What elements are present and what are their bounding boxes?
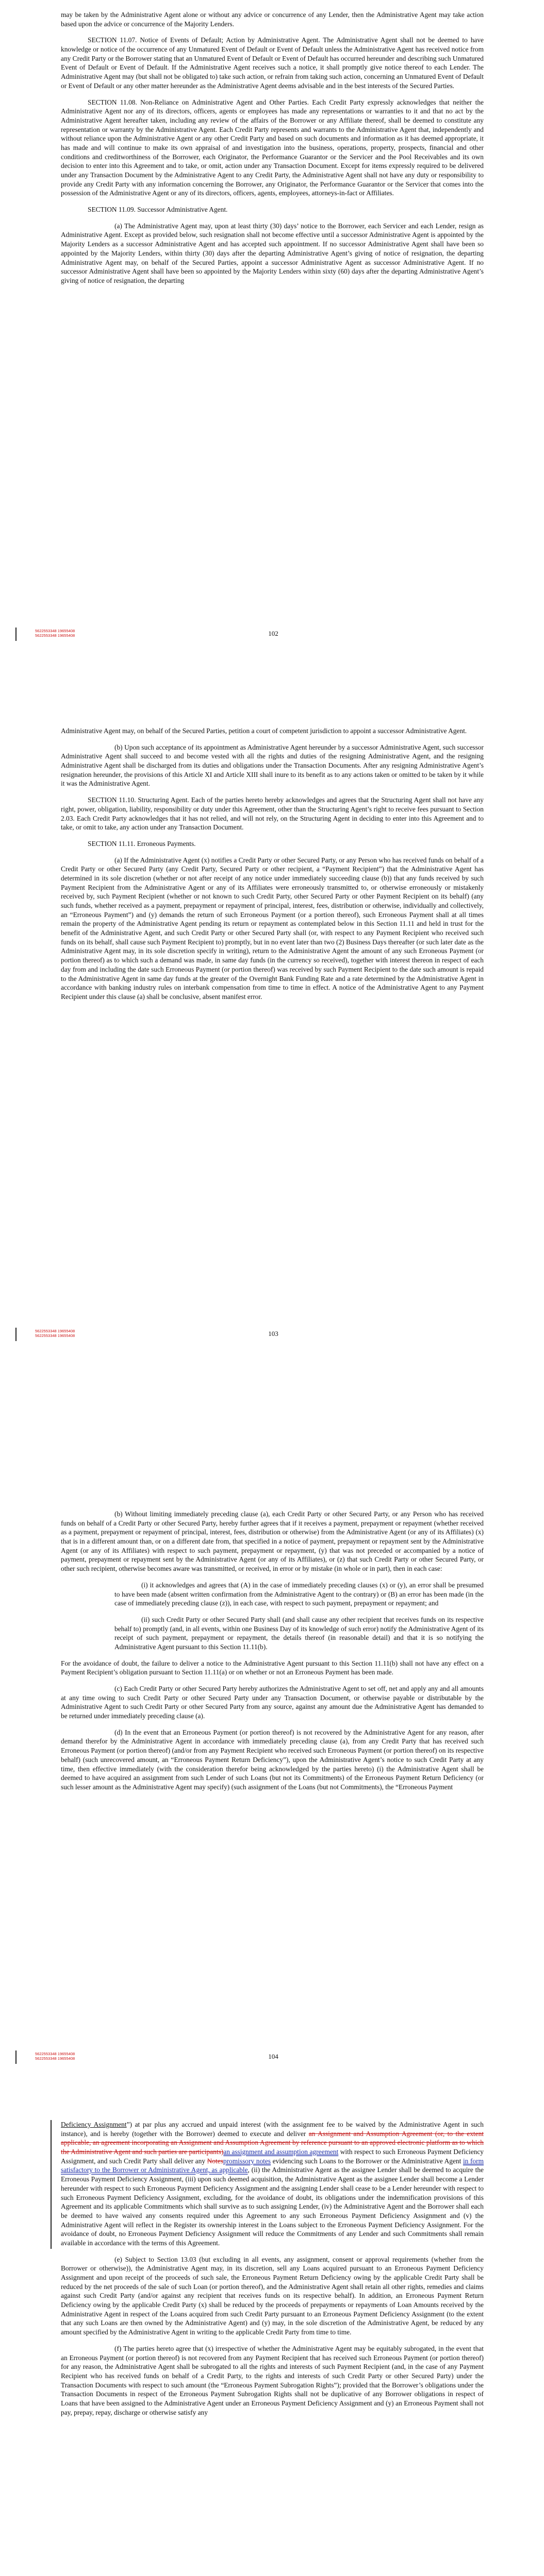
section-11-08: SECTION 11.08. Non-Reliance on Administrative Agent and Other Parties. Each Credit Party expressly acknowledges that neither the Administrative Agent nor any of its directors, officers, agents or employees has made any representations or warranties to it and that no act by the Administrative Agent hereafter taken, including any review of the affairs of the Borrower or any Affiliate thereof, shall be deemed to constitute any representation or warranty by the Administrative Agent. Each Credit Party represents and warrants to the Administrative Agent that, independently and without reliance upon the Administrative Agent or any other Credit Party and based on such documents and information as it has deemed appropriate, it has made and will continue to make its own appraisal of and investigation into the business, operations, property, prospects, financial and other conditions and creditworthiness of the Borrower, each Originator, the Performance Guarantor or the Servicer and the Pool Receivables and its own decision to enter into this Agreement and to take, or omit, action under any Transaction Document. Except for items expressly required to be delivered under any Transaction Document by the Administrative Agent to any Credit Party, the Administrative Agent shall not have any duty or responsibility to provide any Credit Party with any information concerning the Borrower, any Originator, the Performance Guarantor or the Servicer that comes into the possession of the Administrative Agent or any of its directors, officers, agents, employees, attorneys-in-fact or Affiliates. [61, 98, 484, 197]
inserted-text: promissory notes [223, 2157, 271, 2165]
page-footer [15, 1328, 531, 1348]
section-11-11-d: (d) In the event that an Erroneous Payment (or portion thereof) is not recovered by the Administrative Agent for any reason, after demand therefor by the Administrative Agent in accordance with immediately preceding clause (a), from any Credit Party that has received such Erroneous Payment (or portion thereof) (and/or from any Payment Recipient who received such Erroneous Payment (or portion thereof) on its respective behalf) (such unrecovered amount, an “Erroneous Payment Return Deficiency”), upon the Administrative Agent’s notice to such Credit Party at any time, then effective immediately (with the consideration therefor being acknowledged by the parties hereto) (i) the Administrative Agent shall be deemed to have acquired an assignment from such Lender of such Loans (but not its Commitments) of the Erroneous Payment Return Deficiency (or such lesser amount as the Administrative Agent may specify) (such assignment of the Loans (but not Commitments), the “Erroneous Payment [61, 1728, 484, 1791]
section-11-11-heading: SECTION 11.11. Erroneous Payments. [88, 839, 196, 848]
section-11-11-b-i: (i) it acknowledges and agrees that (A) in the case of immediately preceding clauses (x) or (y), an error shall be presumed to have been made (absent written confirmation from the Administrative Agent to the contrary) or (B) an error has been made (in the case of immediately preceding clause (z)), in each case, with respect to such payment, prepayment or repayment; and [114, 1581, 484, 1607]
document-id: 5622553348 19655408 5622553348 19655408 [35, 2052, 75, 2061]
section-11-07: SECTION 11.07. Notice of Events of Default; Action by Administrative Agent. The Administrative Agent shall not be deemed to have knowledge or notice of the occurrence of any Unmatured Event of Default or Event of Default unless the Administrative Agent has received notice from any Credit Party or the Borrower stating that an Unmatured Event of Default or Event of Default has occurred hereunder and describing such Unmatured Event of Default or Event of Default. If the Administrative Agent receives such a notice, it shall promptly give notice thereof to each Lender. The Administrative Agent may (but shall not be obligated to) take such action, or refrain from taking such action, concerning an Unmatured Event of Default or Event of Default or any other matter hereunder as the Administrative Agent deems advisable and in the best interests of the Secured Parties. [61, 36, 484, 90]
inserted-text: in form satisfactory to the Borrower or Administrative Agent, as applicable [61, 2157, 484, 2174]
page-105-body [61, 2120, 484, 2424]
section-11-11-a: (a) If the Administrative Agent (x) notifies a Credit Party or other Secured Party, or any Person who has received funds on behalf of a Credit Party or other Secured Party (any Credit Party, Secured Party or other recipient, a “Payment Recipient”) that the Administrative Agent has determined in its sole discretion (whether or not after receipt of any notice under immediately succeeding clause (b)) that any funds received by such Payment Recipient from the Administrative Agent or any of its Affiliates were erroneously transmitted to, or otherwise erroneously or mistakenly received by, such Payment Recipient (whether or not known to such Credit Party, other Secured Party or other Payment Recipient on its behalf) (any such funds, whether received as a payment, prepayment or repayment of principal, interest, fees, distribution or otherwise, individually and collectively, an “Erroneous Payment”) and (y) demands the return of such Erroneous Payment (or a portion thereof), such Erroneous Payment shall at all times remain the property of the Administrative Agent pending its return or repayment as contemplated below in this Section 11.11 and held in trust for the benefit of the Administrative Agent, and such Credit Party or other Secured Party shall (or, with respect to any Payment Recipient who received such funds on its behalf, shall cause such Payment Recipient to) promptly, but in no event later than two (2) Business Days thereafter (or such later date as the Administrative Agent may, in its sole discretion specify in writing), return to the Administrative Agent the amount of any such Erroneous Payment (or portion thereof) as to which such a demand was made, in same day funds (in the currency so received), together with interest thereon in respect of each day from and including the date such Erroneous Payment (or portion thereof) was received by such Payment Recipient to the date such amount is repaid to the Administrative Agent in same day funds at the greater of the Overnight Bank Funding Rate and a rate determined by the Administrative Agent in accordance with banking industry rules on interbank compensation from time to time in effect. A notice of the Administrative Agent to any Payment Recipient under this clause (a) shall be conclusive, absent manifest error. [61, 856, 484, 1001]
section-11-09-heading: SECTION 11.09. Successor Administrative Agent. [88, 206, 228, 214]
section-11-11-b-ii: (ii) such Credit Party or other Secured Party shall (and shall cause any other recipient that receives funds on its respective behalf to) promptly (and, in all events, within one Business Day of its knowledge of such error) notify the Administrative Agent of its receipt of such payment, prepayment or repayment, the details thereof (in reasonable detail) and that it is so notifying the Administrative Agent pursuant to this Section 11.11(b). [114, 1615, 484, 1651]
page-103-body [61, 726, 484, 1009]
erroneous-payment-deficiency-assignment: Deficiency Assignment”) at par plus any accrued and unpaid interest (with the assignment fee to be waived by the Administrative Agent in such instance), and is hereby (together with the Borrower) deemed to execute and deliver an Assignment and Assumption Agreement (or, to the extent applicable, an agreement incorporating an Assignment and Assumption Agreement by reference pursuant to an approved electronic platform as to which the Administrative Agent and such parties are participants)an assignment and assumption agreement with respect to such Erroneous Payment Deficiency Assignment, and such Credit Party shall deliver any Notespromissory notes evidencing such Loans to the Borrower or the Administrative Agent in form satisfactory to the Borrower or Administrative Agent, as applicable, (ii) the Administrative Agent as the assignee Lender shall be deemed to acquire the Erroneous Payment Deficiency Assignment, (iii) upon such deemed acquisition, the Administrative Agent as the assignee Lender shall become a Lender hereunder with respect to such Erroneous Payment Deficiency Assignment and the assigning Lender shall cease to be a Lender hereunder with respect to such Erroneous Payment Deficiency Assignment, excluding, for the avoidance of doubt, its obligations under the indemnification provisions of this Agreement and its applicable Commitments which shall survive as to such assigning Lender, (iv) the Administrative Agent and the Borrower shall each be deemed to have waived any consents required under this Agreement to any such Erroneous Payment Deficiency Assignment and (v) the Administrative Agent will reflect in the Register its ownership interest in the Loans subject to the Erroneous Payment Deficiency Assignment. For the avoidance of doubt, no Erroneous Payment Deficiency Assignment will reduce the Commitments of any Lender and such Commitments shall remain available in accordance with the terms of this Agreement. [61, 2121, 484, 2247]
paragraph: For the avoidance of doubt, the failure to deliver a notice to the Administrative Agent pursuant to this Section 11.11(b) shall not have any effect on a Payment Recipient’s obligation pursuant to Section 11.11(a) or on whether or not an Erroneous Payment has been made. [61, 1659, 484, 1676]
section-11-11-c: (c) Each Credit Party or other Secured Party hereby authorizes the Administrative Agent to set off, net and apply any and all amounts at any time owing to such Credit Party or other Secured Party under any Transaction Document, or otherwise payable or distributable by the Administrative Agent to such Credit Party or other Secured Party from any source, against any amount due the Administrative Agent has demanded to be returned under immediately preceding clause (a). [61, 1685, 484, 1720]
section-11-09-b: (b) Upon such acceptance of its appointment as Administrative Agent hereunder by a successor Administrative Agent, such successor Administrative Agent shall succeed to and become vested with all the rights and duties of the resigning Administrative Agent, and the resigning Administrative Agent shall be discharged from its duties and obligations under the Transaction Documents. After any resigning Administrative Agent’s resignation hereunder, the provisions of this Article XI and Article XIII shall inure to its benefit as to any actions taken or omitted to be taken by it while it was the Administrative Agent. [61, 743, 484, 788]
page-104-body [61, 1510, 484, 1799]
page-number: 102 [268, 630, 278, 637]
section-11-11-e: (e) Subject to Section 13.03 (but excluding in all events, any assignment, consent or approval requirements (whether from the Borrower or otherwise)), the Administrative Agent may, in its discretion, sell any Loans acquired pursuant to an Erroneous Payment Deficiency Assignment and upon receipt of the proceeds of such sale, the Erroneous Payment Return Deficiency owing by the applicable Credit Party shall be reduced by the net proceeds of the sale of such Loan (or portion thereof), and the Administrative Agent shall retain all other rights, remedies and claims against such Credit Party (and/or against any recipient that receives funds on its respective behalf). In addition, an Erroneous Payment Return Deficiency owing by the applicable Credit Party (x) shall be reduced by the proceeds of prepayments or repayments of Loan Amounts received by the Administrative Agent in respect of the Loans acquired from such Credit Party pursuant to an Erroneous Payment Deficiency Assignment (to the extent that any such Loans are then owned by the Administrative Agent) and (y) may, in the sole discretion of the Administrative Agent, be reduced by any amount specified by the Administrative Agent in writing to the applicable Credit Party from time to time. [61, 2255, 484, 2336]
section-11-09-a: (a) The Administrative Agent may, upon at least thirty (30) days’ notice to the Borrower, each Servicer and each Lender, resign as Administrative Agent. Except as provided below, such resignation shall not become effective until a successor Administrative Agent is appointed by the Majority Lenders as a successor Administrative Agent and has accepted such appointment. If no successor Administrative Agent shall have been so appointed by the Majority Lenders, within thirty (30) days after the departing Administrative Agent’s giving of notice of resignation, the departing Administrative Agent may, on behalf of the Secured Parties, appoint a successor Administrative Agent as successor Administrative Agent. If no successor Administrative Agent shall have been so appointed by the Majority Lenders within sixty (60) days after the departing Administrative Agent’s giving of notice of resignation, the departing [61, 222, 484, 284]
paragraph: may be taken by the Administrative Agent alone or without any advice or concurrence of any Lender, then the Administrative Agent may take action based upon the advice or concurrence of the Majority Lenders. [61, 11, 484, 28]
page-footer [15, 628, 531, 648]
revision-bar [51, 2120, 52, 2249]
inserted-text: an assignment and assumption agreement [223, 2148, 339, 2156]
page-footer [15, 2050, 531, 2071]
deleted-text: an Assignment and Assumption Agreement (or, to the extent applicable, an agreement incorporating an Assignment and Assumption Agreement by reference pursuant to an approved electronic platform as to which the Administrative Agent and such parties are participants) [61, 2129, 484, 2156]
page-102-body [61, 10, 484, 293]
document-id: 5622553348 19655408 5622553348 19655408 [35, 1329, 75, 1338]
section-11-11-b: (b) Without limiting immediately preceding clause (a), each Credit Party or other Secured Party, or any Person who has received funds on behalf of a Credit Party or other Secured Party, hereby further agrees that if it receives a payment, prepayment or repayment (whether received as a payment, prepayment or repayment of principal, interest, fees, distribution or otherwise) from the Administrative Agent (or any of its Affiliates) (x) that is in a different amount than, or on a different date from, that specified in a notice of payment, prepayment or repayment sent by the Administrative Agent (or any of its Affiliates) with respect to such payment, prepayment or repayment, (y) that was not preceded or accompanied by a notice of payment, prepayment or repayment sent by the Administrative Agent (or any of its Affiliates), or (z) that such Credit Party or other Secured Party, or other such recipient, otherwise becomes aware was transmitted, or received, in error or by mistake (in whole or in part), then in each case: [61, 1510, 484, 1573]
paragraph: Administrative Agent may, on behalf of the Secured Parties, petition a court of competent jurisdiction to appoint a successor Administrative Agent. [61, 727, 467, 735]
section-11-11-f: (f) The parties hereto agree that (x) irrespective of whether the Administrative Agent may be equitably subrogated, in the event that an Erroneous Payment (or portion thereof) is not recovered from any Payment Recipient that has received such Erroneous Payment (or portion thereof) for any reason, the Administrative Agent shall be subrogated to all the rights and interests of such Payment Recipient (and, in the case of any Payment Recipient who has received funds on behalf of a Credit Party, to the rights and interests of such Credit Party or other Secured Party) under the Transaction Documents with respect to such amount (the “Erroneous Payment Subrogation Rights”); provided that the Borrower’s obligations under the Transaction Documents in respect of the Erroneous Payment Subrogation Rights shall not be duplicative of any Borrower obligations in respect of Loans that have been assigned to the Administrative Agent under an Erroneous Payment Deficiency Assignment and (y) an Erroneous Payment shall not pay, prepay, repay, discharge or otherwise satisfy any [61, 2344, 484, 2416]
document-id: 5622553348 19655408 5622553348 19655408 [35, 629, 75, 638]
deleted-text: Notes [207, 2157, 223, 2165]
page-number: 103 [268, 1330, 278, 1337]
page-number: 104 [268, 2053, 278, 2060]
section-11-10: SECTION 11.10. Structuring Agent. Each of the parties hereto hereby acknowledges and agrees that the Structuring Agent shall not have any right, power, obligation, liability, responsibility or duty under this Agreement, other than the Structuring Agent’s right to receive fees pursuant to Section 2.03. Each Credit Party acknowledges that it has not relied, and will not rely, on the Structuring Agent in deciding to enter into this Agreement and to take, or omit to take, any action under any Transaction Document. [61, 796, 484, 832]
